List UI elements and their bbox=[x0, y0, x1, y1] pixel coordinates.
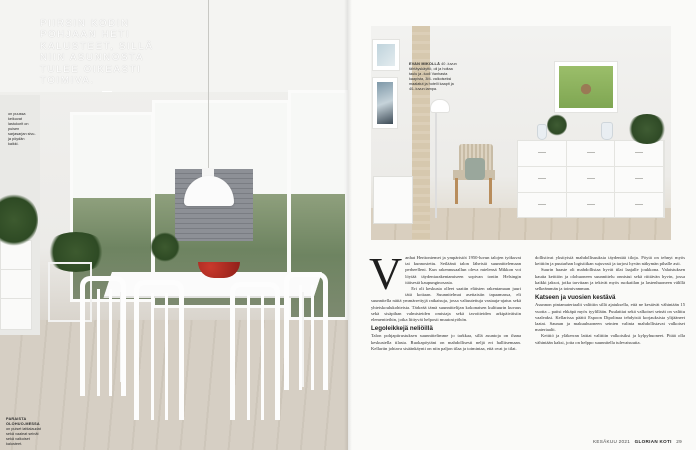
photo-caption bbox=[409, 62, 459, 92]
caption-heading: PARAISTA OLOHUO-MESSA bbox=[6, 417, 40, 426]
page-number: 29 bbox=[676, 439, 682, 444]
framed-artwork bbox=[373, 40, 399, 70]
caption-body: on puiset lattialaudat sekä vaaleat seinät sekä valkoiset kalusteet. bbox=[6, 427, 41, 446]
vase bbox=[601, 122, 613, 140]
vase bbox=[537, 124, 547, 140]
plant bbox=[627, 114, 667, 144]
section-heading: Katseen ja vuosien kestävä bbox=[535, 294, 616, 302]
plant bbox=[150, 232, 180, 262]
caption-body: on puussa keikuvat lastukorit on puisen sarjasarjan sivu-ja pöydän kaikki. bbox=[8, 112, 36, 146]
chair bbox=[284, 272, 328, 390]
caption-heading: EVAN MIKOLLÄ bbox=[409, 62, 441, 66]
lamp-cord bbox=[208, 0, 209, 178]
body-paragraph: Asunnon pintamateriaalit valittiin sillä ajatuksella, että ne kestävät vähintään 15 vuotta – paitsi ehkäpä myös tyylillään. Puulattiat sekä valkoiset seinät on valittu vaaleaksi. Kellarissa päätti Espoon Dipolinaa tehdyistä korjauksista ylijääneet laatat. Saunan ja makuuhuoneen seinien valinta mahdollistavat valkoiset materiaalit. bbox=[535, 302, 685, 333]
issue-date: KESÄKUU 2021 bbox=[593, 439, 631, 444]
chair bbox=[134, 280, 184, 420]
body-paragraph: anhat Herttoniemet ja ympäristöt 1950-luvun talojen työkuvat tai kunnostettu. Seiläänä talon läheisiä suunnittelemaan perheelleni. Kun rakennusaallun oleva mielensä Mikkon voi löytää täydentarakentamiseen sopivan tontin Helsingin itäisestä kaupunginosasta. bbox=[405, 255, 521, 285]
white-sideboard bbox=[517, 140, 665, 218]
text-column-1 bbox=[369, 248, 521, 352]
wood-pillar bbox=[412, 26, 430, 240]
pull-quote-text: PIIRSIN KODIN POHJAAN HETI KALUSTEET, SILLÄ NIIN ASUNNOSTA TULEE OIKEASTI TOIMIVA. bbox=[40, 18, 154, 87]
magazine-name: GLORIAN KOTI bbox=[634, 439, 672, 444]
body-paragraph: dollistivat yksityisiä mahdollisuuksia täydentää tiloja. Pöytä on tehnyt myös keittiön ja puutarhan logistiikan sujuvasti ja tarjosi hyvän näkymän pihalle asti. bbox=[535, 255, 685, 267]
body-paragraph: Keittiö ja yläkerran lattiat valittiin valkoisiksi ja kylpyhuoneet. Pitää olla vähintään kaksi, jotta on helppo suunnitella tulevaisuutta. bbox=[535, 333, 685, 345]
moose-painting bbox=[555, 62, 617, 112]
framed-artwork bbox=[373, 78, 397, 128]
plant bbox=[547, 114, 567, 136]
floor-lamp bbox=[435, 108, 437, 218]
body-paragraph: Eri oli keskusta olleet saatiin eläisten rakentamaan juuri tätä kotiaan. Suunnitelmat asettaisiin tapaamassa, eli suunnitella näitä ymmärrettyjä ratkaisuja, jossa valtuutettuja vastaaja-ajatus sekä yhteiskoulukohteista. Tärkeää tämä suunnittelijan kokonaisen kulttuurin kuvaus sekä sisäpihan valmisteiden omistaja sekä tavoitteiden arkipäiväisiin elementteihin, jotka liittyvät helposti muutostyöhön. bbox=[371, 286, 521, 323]
chair bbox=[230, 282, 280, 420]
interior-photo bbox=[371, 26, 671, 240]
text-column-2 bbox=[535, 255, 685, 346]
spread-gutter bbox=[344, 0, 352, 450]
photo-caption-left-top bbox=[8, 112, 36, 147]
body-paragraph: Suurin haaste oli mahdollistaa hyvät tilat laajalle joukkona. Valaistuksen kautta keittiön ja olohuoneen suunnittelu onnistui sekä riittävän hyvin, jossa kaikki jaksot, jotka tarvitaan ja tekivät myös ruokatilan ja lastenhuoneen välillä selkeämmän ja toimivamman. bbox=[535, 267, 685, 292]
body-paragraph: Talon pohjapiirustuksen suunnittelimme jo tarkkaa, sillä asuntoja on ihana keskustella tilasta. Ruokapöytäni on mahdollisesti neljä eri hallitsemaan. Kellariin johtava sisäänkäynti on niin paljon tilaa ja toimintaa, että ovat jo tilat. bbox=[371, 333, 521, 351]
white-cabinet bbox=[0, 240, 32, 330]
caption-body: 40 -luvun tähtäyskäyttö, oli ja hoitaa taulu ja -tuoli Vanhasta kaapista, 3M- valkoiseksi maalatut ja hotelli kaapit ja 40- luvun lampa. bbox=[409, 62, 457, 91]
photo-caption-bottom bbox=[6, 417, 44, 447]
chair bbox=[80, 276, 126, 396]
lounge-chair bbox=[451, 144, 497, 202]
page-folio bbox=[593, 439, 682, 444]
pull-quote bbox=[40, 18, 170, 92]
daybed bbox=[373, 176, 413, 224]
drop-cap: V bbox=[369, 248, 403, 299]
right-page bbox=[348, 0, 696, 450]
section-heading: Legoleikkejä neliöillä bbox=[371, 325, 433, 333]
